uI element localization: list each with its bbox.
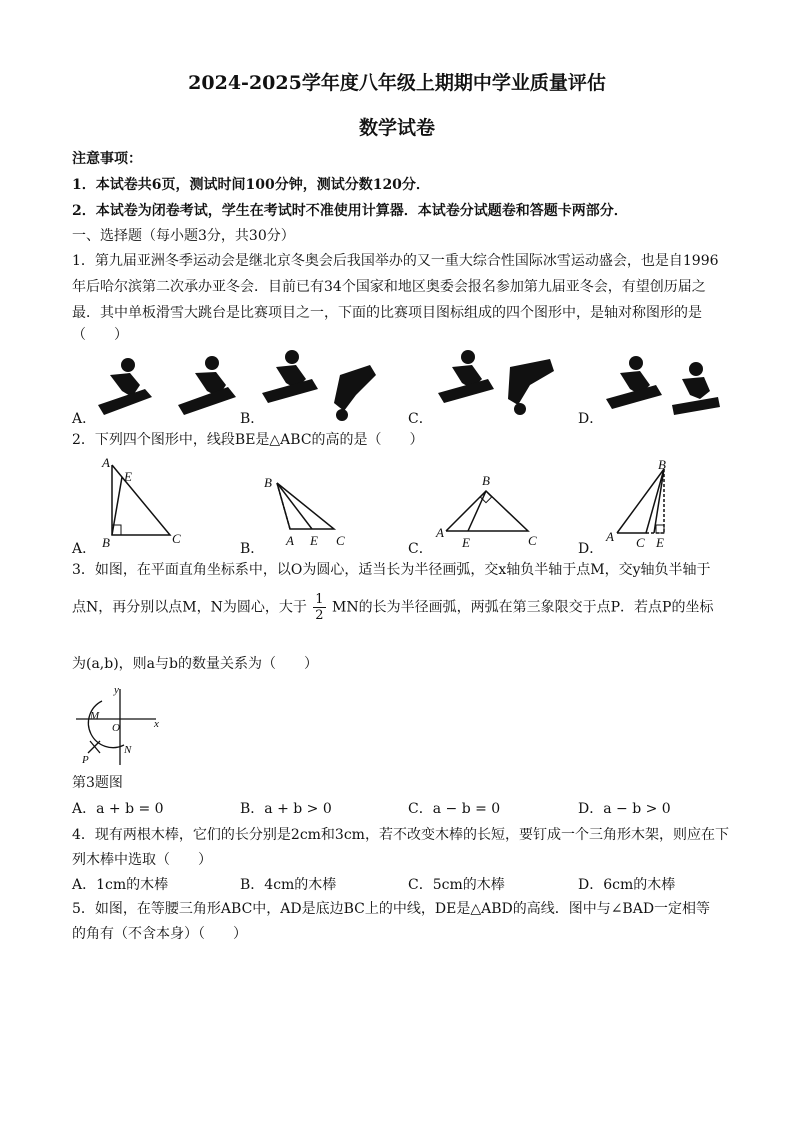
q2d-label-b: B — [658, 457, 666, 472]
q4-line-1: 4．现有两根木棒，它们的长分别是2cm和3cm，若不改变木棒的长短，要钉成一个三角形木架，则应在下 — [72, 827, 729, 843]
q4-option-a[interactable]: A．1cm的木棒 — [72, 877, 169, 893]
q2c-label-c: C — [528, 533, 537, 548]
q3-label-m: M — [90, 710, 100, 722]
q3-option-a[interactable]: A．a + b = 0 — [72, 801, 164, 817]
q3-line-2a: 点N，再分别以点M，N为圆心，大于 — [72, 599, 307, 616]
q3-figure — [72, 683, 172, 773]
q1-line-1: 1．第九届亚洲冬季运动会是继北京冬奥会后我国举办的又一重大综合性国际冰雪运动盛会，也是自1996 — [72, 253, 719, 269]
q2b-label-b: B — [264, 475, 272, 490]
q3-fraction-num: 1 — [315, 592, 324, 607]
notes-item-1: 1．本试卷共6页，测试时间100分钟，测试分数120分． — [72, 177, 430, 193]
q4-line-2: 列木棒中选取（ ） — [72, 852, 212, 868]
q2-figure-b — [264, 475, 345, 548]
q1-line-4: （ ） — [72, 327, 128, 343]
q2-figure-d — [605, 457, 666, 550]
page-title: 2024-2025学年度八年级上期期中学业质量评估 — [188, 72, 606, 94]
q2d-label-a: A — [606, 529, 614, 544]
q1-figures — [70, 345, 740, 425]
q2d-label-c: C — [636, 535, 645, 550]
q1-option-c[interactable]: C． — [408, 411, 433, 427]
notes-heading: 注意事项： — [72, 151, 142, 167]
q2c-label-a: A — [436, 525, 444, 540]
q1-option-a[interactable]: A． — [72, 411, 97, 427]
q1-option-d[interactable]: D． — [578, 411, 604, 427]
q3-line-3: 为(a,b)，则a与b的数量关系为（ ） — [72, 656, 318, 672]
q2-figures — [72, 455, 742, 555]
notes-item-2: 2．本试卷为闭卷考试，学生在考试时不准使用计算器．本试卷分试题卷和答题卡两部分． — [72, 203, 628, 219]
q2-figure-a — [101, 455, 181, 550]
q5-line-1: 5．如图，在等腰三角形ABC中，AD是底边BC上的中线，DE是△ABD的高线．图中与∠BAD一定相等 — [72, 901, 711, 917]
q2c-label-e: E — [462, 535, 470, 550]
q3-label-p: P — [82, 754, 89, 766]
q2c-label-b: B — [482, 473, 490, 488]
q3-line-1: 3．如图，在平面直角坐标系中，以O为圆心，适当长为半径画弧，交x轴负半轴于点M，交y轴负半轴于 — [72, 562, 711, 578]
q1-line-3: 最．其中单板滑雪大跳台是比赛项目之一，下面的比赛项目图标组成的四个图形中，是轴对称图形的是 — [72, 305, 702, 321]
q2d-label-e: E — [656, 535, 664, 550]
q1-figure-b — [262, 350, 376, 421]
q2a-label-b: B — [102, 535, 110, 550]
section-1-heading: 一、选择题（每小题3分，共30分） — [72, 228, 295, 244]
q2-option-c[interactable]: C． — [408, 541, 433, 557]
q5-line-2: 的角有（不含本身）（ ） — [72, 926, 247, 942]
q2a-label-e: E — [124, 469, 132, 484]
q1-figure-a — [98, 356, 236, 415]
q3-label-x: x — [154, 718, 159, 730]
q2-option-b[interactable]: B． — [240, 541, 265, 557]
q2-text: 2．下列四个图形中，线段BE是△ABC的高的是（ ） — [72, 432, 424, 448]
q3-fraction-den: 2 — [315, 608, 324, 623]
q1-line-2: 年后哈尔滨第二次承办亚冬会．目前已有34个国家和地区奥委会报名参加第九届亚冬会，有望创历届之 — [72, 279, 706, 295]
q2b-label-c: C — [336, 533, 345, 548]
q2b-label-e: E — [310, 533, 318, 548]
q3-label-o: O — [112, 722, 120, 734]
q2a-label-c: C — [172, 531, 181, 546]
q4-option-b[interactable]: B．4cm的木棒 — [240, 877, 337, 893]
q1-figure-c — [438, 350, 554, 415]
q3-line-2 — [72, 592, 713, 623]
q1-option-b[interactable]: B． — [240, 411, 265, 427]
q3-label-n: N — [124, 744, 132, 756]
q2-option-d[interactable]: D． — [578, 541, 604, 557]
q3-label-y: y — [114, 684, 119, 696]
q2b-label-a: A — [286, 533, 294, 548]
q2a-label-a: A — [102, 455, 110, 470]
q3-line-2b: MN的长为半径画弧，两弧在第三象限交于点P．若点P的坐标 — [332, 599, 714, 616]
q3-figure-caption: 第3题图 — [72, 775, 123, 791]
q1-figure-d — [606, 356, 720, 415]
page-subtitle: 数学试卷 — [358, 117, 435, 139]
q3-option-c[interactable]: C．a − b = 0 — [408, 801, 501, 817]
q3-option-d[interactable]: D．a − b > 0 — [578, 801, 671, 817]
q3-fraction — [313, 592, 325, 623]
q2-option-a[interactable]: A． — [72, 541, 97, 557]
q3-option-b[interactable]: B．a + b > 0 — [240, 801, 332, 817]
q4-option-d[interactable]: D．6cm的木棒 — [578, 877, 676, 893]
q2-figure-c — [435, 473, 537, 550]
q4-option-c[interactable]: C．5cm的木棒 — [408, 877, 505, 893]
